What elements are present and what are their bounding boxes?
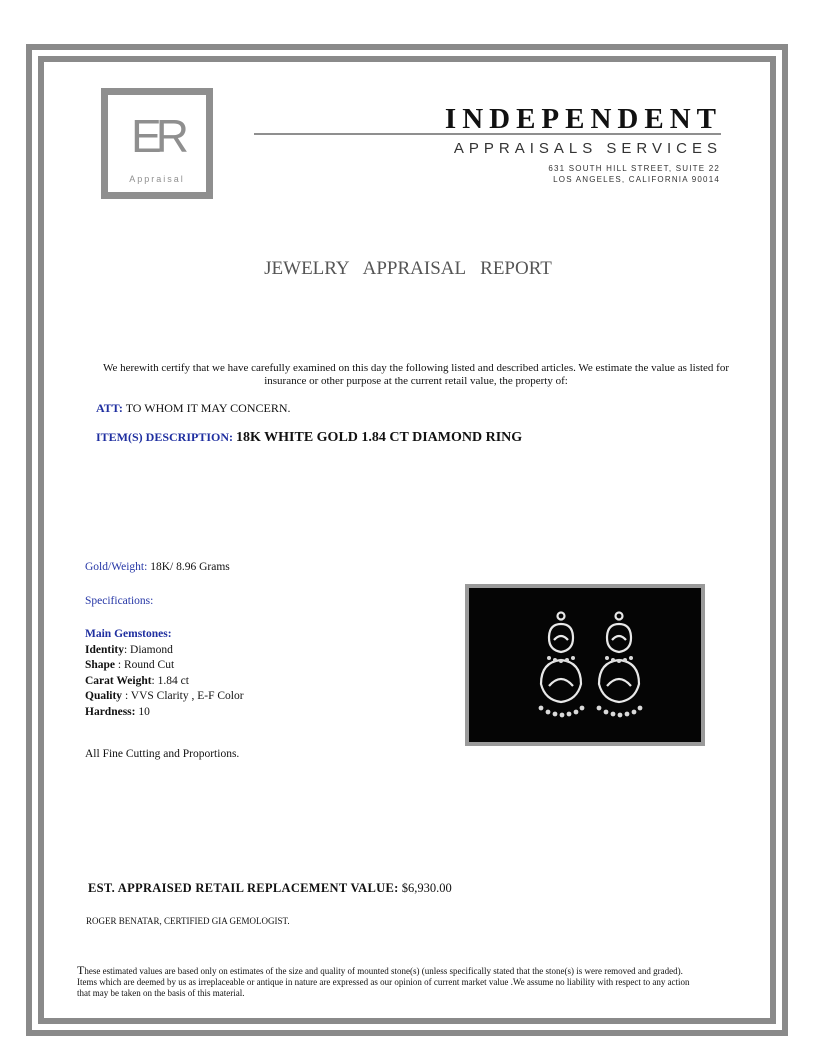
report-title: JEWELRY APPRAISAL REPORT: [264, 258, 552, 279]
certification-text: We herewith certify that we have carefully examined on this day the following listed and described articles. We estimate the value as listed for insurance or other purpose at the current retail value, the property of:: [102, 362, 730, 387]
earrings-illustration: [469, 588, 701, 742]
disclaimer-initial: T: [77, 963, 85, 977]
specifications-label: Specifications:: [85, 595, 154, 607]
fine-cutting-note: All Fine Cutting and Proportions.: [85, 748, 240, 760]
quality-label: Quality: [85, 690, 123, 702]
carat-row: [85, 674, 244, 690]
quality-row: [85, 689, 244, 705]
gemstone-details: [85, 627, 244, 720]
company-logo: [101, 88, 213, 199]
carat-label: Carat Weight: [85, 674, 152, 687]
company-subtitle: APPRAISALS SERVICES: [453, 140, 722, 157]
jewelry-photo: [469, 588, 701, 742]
carat-value: : 1.84 ct: [151, 674, 189, 687]
attention-line: [96, 401, 290, 416]
disclaimer-body: hese estimated values are based only on estimates of the size and quality of mounted stone(s) (unless specifically stated that the stone(s) is were removed and graded). Items which are deemed by us as irreplaceable or antique in nature are expressed as our opinion of current market value .We assume no liability with respect to any action that may be taken on the basis of this material.: [77, 966, 690, 998]
attention-value: TO WHOM IT MAY CONCERN.: [125, 401, 291, 415]
estimated-value-line: [88, 881, 452, 896]
main-gemstones-label: Main Gemstones:: [85, 628, 172, 640]
page-border-inner: [38, 56, 776, 1024]
item-description-label: ITEM(S) DESCRIPTION:: [96, 430, 234, 444]
company-address-line2: LOS ANGELES, CALIFORNIA 90014: [553, 175, 720, 184]
identity-label: Identity: [85, 643, 124, 656]
company-address-line1: 631 SOUTH HILL STREET, SUITE 22: [548, 164, 720, 173]
attention-label: ATT:: [96, 401, 123, 415]
appraiser-signature-line: ROGER BENATAR, CERTIFIED GIA GEMOLOGIST.: [86, 916, 290, 926]
hardness-label: Hardness:: [85, 705, 136, 718]
hardness-row: [85, 705, 244, 721]
shape-label: Shape: [85, 659, 116, 671]
shape-row: [85, 658, 244, 674]
gold-weight-label: Gold/Weight:: [85, 561, 148, 573]
jewelry-photo-frame: [465, 584, 705, 746]
quality-value: : VVS Clarity , E-F Color: [122, 690, 244, 702]
item-description-value: 18K WHITE GOLD 1.84 CT DIAMOND RING: [236, 430, 523, 445]
estimated-value-amount: $6,930.00: [401, 881, 452, 895]
gold-weight-value: 18K/ 8.96 Grams: [150, 561, 230, 573]
logo-subtitle: Appraisal: [129, 174, 185, 184]
gold-weight-line: [85, 561, 230, 573]
identity-value: : Diamond: [123, 643, 173, 656]
item-description-line: [96, 430, 522, 446]
company-name: INDEPENDENT: [444, 103, 722, 135]
identity-row: [85, 643, 244, 659]
disclaimer-text: [77, 965, 697, 999]
logo-mark: ER: [131, 110, 183, 162]
shape-value: : Round Cut: [115, 659, 175, 671]
estimated-value-label: EST. APPRAISED RETAIL REPLACEMENT VALUE:: [88, 881, 399, 895]
hardness-value: 10: [135, 705, 150, 718]
